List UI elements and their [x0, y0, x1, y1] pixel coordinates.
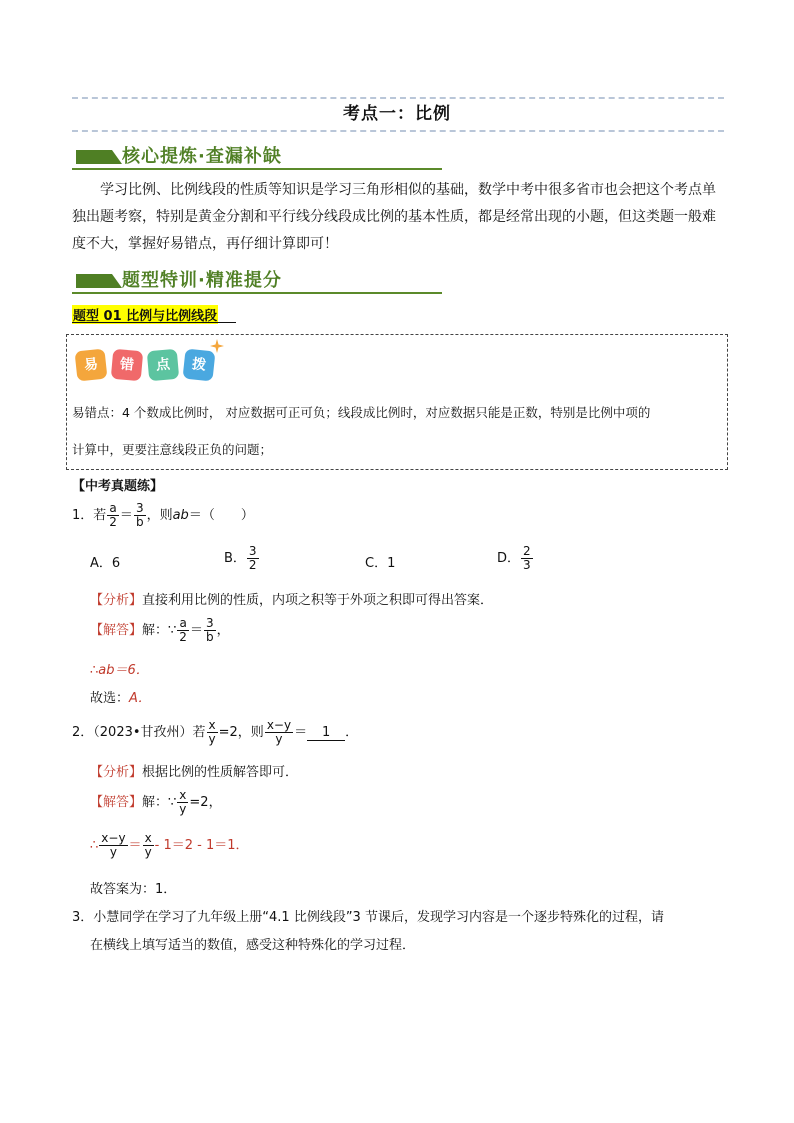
- q1-option-b-fraction: $\frac{3}{2}$: [248, 544, 257, 572]
- q2-analysis: [90, 761, 298, 780]
- q1-analysis: [90, 589, 493, 608]
- page-title: 考点一：比例: [343, 104, 451, 124]
- q2-calc-fraction-2: $\frac{x}{y}$: [144, 831, 152, 859]
- section-bar-icon: [76, 150, 112, 164]
- badge-yi: 易: [75, 349, 108, 382]
- error-tip-line-1: 易错点：4 个数成比例时， 对应数据可正可负；线段成比例时，对应数据只能是正数，特别是比例中项的: [72, 405, 651, 420]
- q2-answer-label: 【解答】: [90, 795, 143, 810]
- error-tip-line-2: 计算中，更要注意线段正负的问题；: [72, 442, 273, 457]
- q2-analysis-label: 【分析】: [90, 765, 143, 780]
- q1-option-d: D． $\frac{2}{3}$: [497, 544, 531, 572]
- question-3-line-2: 在横线上填写适当的数值，感受这种特殊化的学习过程．: [90, 938, 416, 953]
- q2-number: 2．（2023•甘孜州）若: [72, 725, 206, 740]
- q1-option-a: A．6: [90, 556, 121, 571]
- bottom-dashed-divider: [72, 130, 724, 132]
- q1-option-d-fraction: $\frac{2}{3}$: [523, 544, 531, 572]
- question-2: 2．（2023•甘孜州）若 $\frac{x}{y}$ =2，则 $\frac{x-y}{y}$ ＝ 1 ．: [72, 718, 359, 746]
- q2-calc: ∴ $\frac{x-y}{y}$ ＝ $\frac{x}{y}$ - 1＝2 - 1＝1．: [90, 831, 249, 859]
- q1-tail: ，则: [146, 508, 173, 523]
- sparkle-icon: [210, 338, 224, 352]
- q1-result: ab＝6．: [98, 663, 149, 678]
- badge-cuo: 错: [111, 349, 144, 382]
- core-paragraph: 学习比例、比例线段的性质等知识是学习三角形相似的基础，数学中考中很多省市也会把这个考点单独出题考察，特别是黄金分割和平行线分线段成比例的基本性质，都是经常出现的小题，但这类题一般难度不大，掌握好易错点，再仔细计算即可！: [72, 182, 716, 252]
- badge-bo: 拨: [183, 349, 216, 382]
- section-title-core: 核心提炼·查漏补缺: [122, 146, 282, 167]
- q1-choose: 故选：A．: [90, 691, 151, 706]
- q1-therefore: ∴ab＝6．: [90, 663, 149, 678]
- q1-paren: ＝（ ）: [188, 508, 254, 523]
- q2-answer-blank: 1: [307, 725, 345, 741]
- q2-analysis-text: 根据比例的性质解答即可．: [142, 765, 299, 780]
- q1-equals: ＝: [119, 508, 133, 523]
- q1-fraction-lhs: $\frac{a}{2}$: [109, 501, 117, 529]
- q2-fraction-2: $\frac{x-y}{y}$: [266, 718, 292, 746]
- q1-option-b: B． $\frac{3}{2}$: [224, 544, 257, 572]
- q2-answer: 【解答】解：∵ $\frac{x}{y}$ =2，: [90, 788, 222, 816]
- question-1: [72, 502, 254, 529]
- exam-heading: 【中考真题练】: [72, 479, 164, 494]
- q2-result: 故答案为：1．: [90, 882, 177, 897]
- q1-answer: 【解答】解：∵ $\frac{a}{2}$ ＝ $\frac{3}{b}$ ，: [90, 616, 230, 644]
- section-bar-icon: [76, 274, 112, 288]
- section-header-core: [72, 142, 442, 170]
- section-header-practice: [72, 266, 442, 294]
- q2-calc-fraction-1: $\frac{x-y}{y}$: [101, 831, 126, 859]
- q2-fraction-1: $\frac{x}{y}$: [208, 718, 216, 746]
- section-title-practice: 题型特训·精准提分: [122, 270, 282, 291]
- q1-fraction-rhs: $\frac{3}{b}$: [135, 501, 144, 529]
- q1-choice: A．: [129, 691, 151, 706]
- question-3-line-1: 3．小慧同学在学习了九年级上册“4.1 比例线段”3 节课后，发现学习内容是一个逐步特殊化的过程，请: [72, 910, 664, 925]
- q1-analysis-text: 直接利用比例的性质，内项之积等于外项之积即可得出答案．: [142, 593, 494, 608]
- q1-analysis-label: 【分析】: [90, 593, 143, 608]
- q1-number: 1．若: [72, 508, 107, 523]
- q1-answer-label: 【解答】: [90, 623, 143, 638]
- q1-answer-fraction-lhs: $\frac{a}{2}$: [179, 616, 187, 644]
- q1-ab: ab: [172, 508, 189, 523]
- q1-answer-fraction-rhs: $\frac{3}{b}$: [205, 616, 214, 644]
- q1-answer-prefix: 解：∵: [142, 623, 177, 638]
- tag-underline: [72, 322, 236, 323]
- q1-option-c: C．1: [365, 556, 396, 571]
- badge-dian: 点: [147, 349, 180, 382]
- q2-answer-fraction: $\frac{x}{y}$: [179, 788, 187, 816]
- question-type-tag: 题型 01 比例与比例线段: [72, 305, 218, 324]
